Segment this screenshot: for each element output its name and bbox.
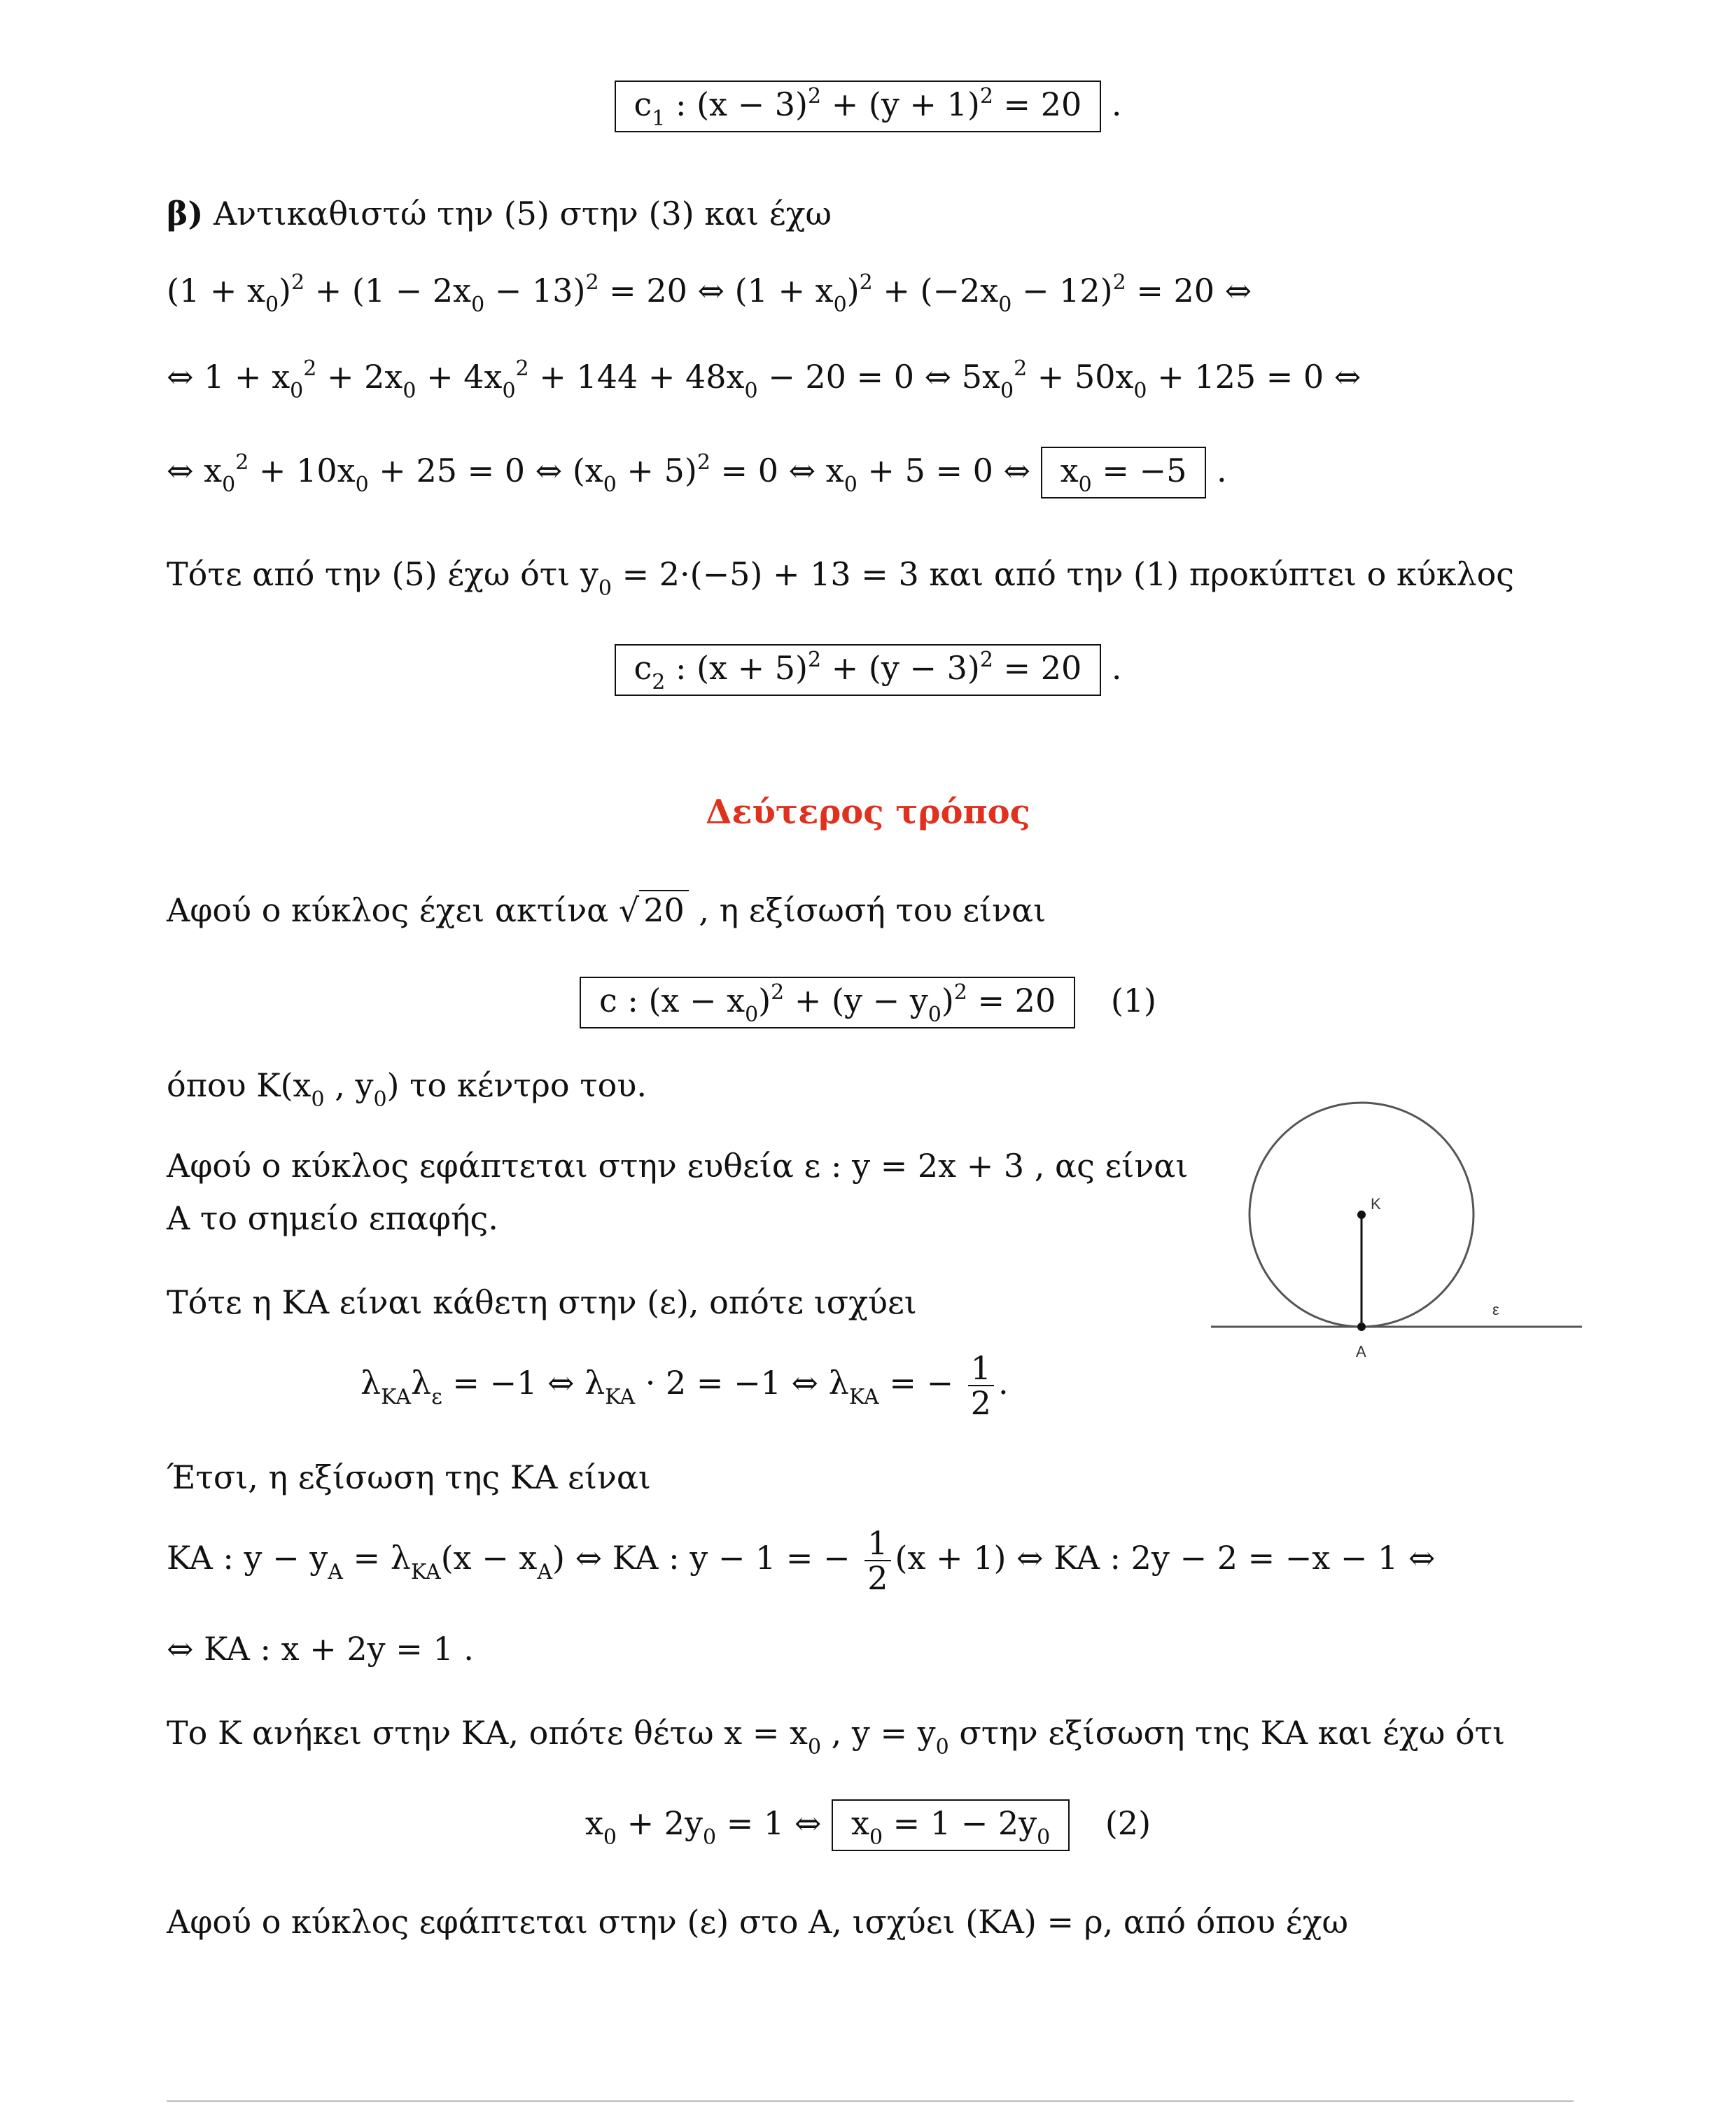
equation-ka-2: ⇔ KA : x + 2y = 1 .: [167, 1630, 474, 1668]
equation-c-general: c : $(x - x_0)^2 + (y - y_0)^2 = 20$ (1): [0, 977, 1736, 1028]
equation-line-2: ⇔ $1 + x_0^2 + 2x_0 + 4x_0^2 + 144 + 48x_0 - 20 = 0$ ⇔ $5x_0^2 + 50x_0 + 125 = 0$ ⇔: [167, 356, 1362, 403]
result-text: Τότε από την (5) έχω ότι $y_0 = 2\cdot(-5) + 13 = 3$ και από την (1) προκύπτει ο κύκλος: [167, 555, 1515, 601]
equation-label-2: (2): [1105, 1804, 1152, 1842]
equation-2: $x_0 + 2y_0 = 1$ ⇔ $x_0 = 1 - 2y_0$ (2): [0, 1799, 1736, 1851]
label-a: A: [1356, 1343, 1366, 1360]
equation-ka-1: KA : $y - y_A = \lambda_{KA}(x - x_A)$ ⇔ KA : y − 1 = − $\frac{1}{2}$ (x + 1) ⇔ KA : 2y − 2 = −x − 1 ⇔: [167, 1524, 1436, 1597]
equation-slopes: $\lambda_{KA}\lambda_\varepsilon = -1$ ⇔ $\lambda_{KA} \cdot 2 = -1$ ⇔ $\lambda_{KA}$ = − $\frac{1}{2}$ .: [360, 1349, 1009, 1422]
section-beta-intro: [167, 193, 832, 235]
equation-c2: $c_2$ : $(x + 5)^2 + (y - 3)^2 = 20$ .: [0, 644, 1736, 696]
paragraph-k-on-ka: Το Κ ανήκει στην ΚΑ, οπότε θέτω $x = x_0$ , $y = y_0$ στην εξίσωση της ΚΑ και έχω ότι: [167, 1714, 1506, 1759]
paragraph-center: όπου $K(x_0$ , $y_0$) το κέντρο του.: [167, 1066, 647, 1112]
paragraph-perpendicular: Τότε η ΚΑ είναι κάθετη στην (ε), οπότε ισχύει: [167, 1283, 917, 1321]
point-a: [1357, 1323, 1366, 1331]
section-heading: Δεύτερος τρόπος: [706, 793, 1030, 832]
equation-line-3: ⇔ $x_0^2 + 10x_0 + 25 = 0$ ⇔ $(x_0 + 5)^2 = 0$ ⇔ $x_0 + 5 = 0$ ⇔ $x_0 = -5$ .: [167, 447, 1227, 498]
equation-label-1: (1): [1110, 982, 1157, 1019]
paragraph-radius: Αφού ο κύκλος έχει ακτίνα √ 20 , η εξίσωσή του είναι: [167, 891, 1046, 929]
intro-text: Αντικαθιστώ την (5) στην (3) και έχω: [213, 195, 832, 232]
point-k: [1357, 1211, 1366, 1219]
paragraph-final: Αφού ο κύκλος εφάπτεται στην (ε) στο Α, ισχύει (KA) = ρ, από όπου έχω: [167, 1903, 1348, 1941]
equation-line-1: $(1 + x_0)^2 + (1 - 2x_0 - 13)^2 = 20$ ⇔ $(1 + x_0)^2 + (-2x_0 - 12)^2 = 20$ ⇔: [167, 270, 1252, 317]
equation-c1: $c_1$ : $(x - 3)^2 + (y + 1)^2 = 20$ .: [0, 81, 1736, 132]
tangent-circle-figure: [1204, 1092, 1596, 1372]
paragraph-tangent-b: Α το σημείο επαφής.: [167, 1199, 498, 1237]
paragraph-ka-equation: Έτσι, η εξίσωση της ΚΑ είναι: [167, 1458, 651, 1496]
section-label: β): [167, 195, 204, 232]
paragraph-tangent-a: Αφού ο κύκλος εφάπτεται στην ευθεία ε : y = 2x + 3 , ας είναι: [167, 1147, 1189, 1185]
label-k: K: [1371, 1195, 1381, 1213]
label-e: ε: [1492, 1301, 1499, 1318]
bottom-rule: [167, 2100, 1574, 2102]
